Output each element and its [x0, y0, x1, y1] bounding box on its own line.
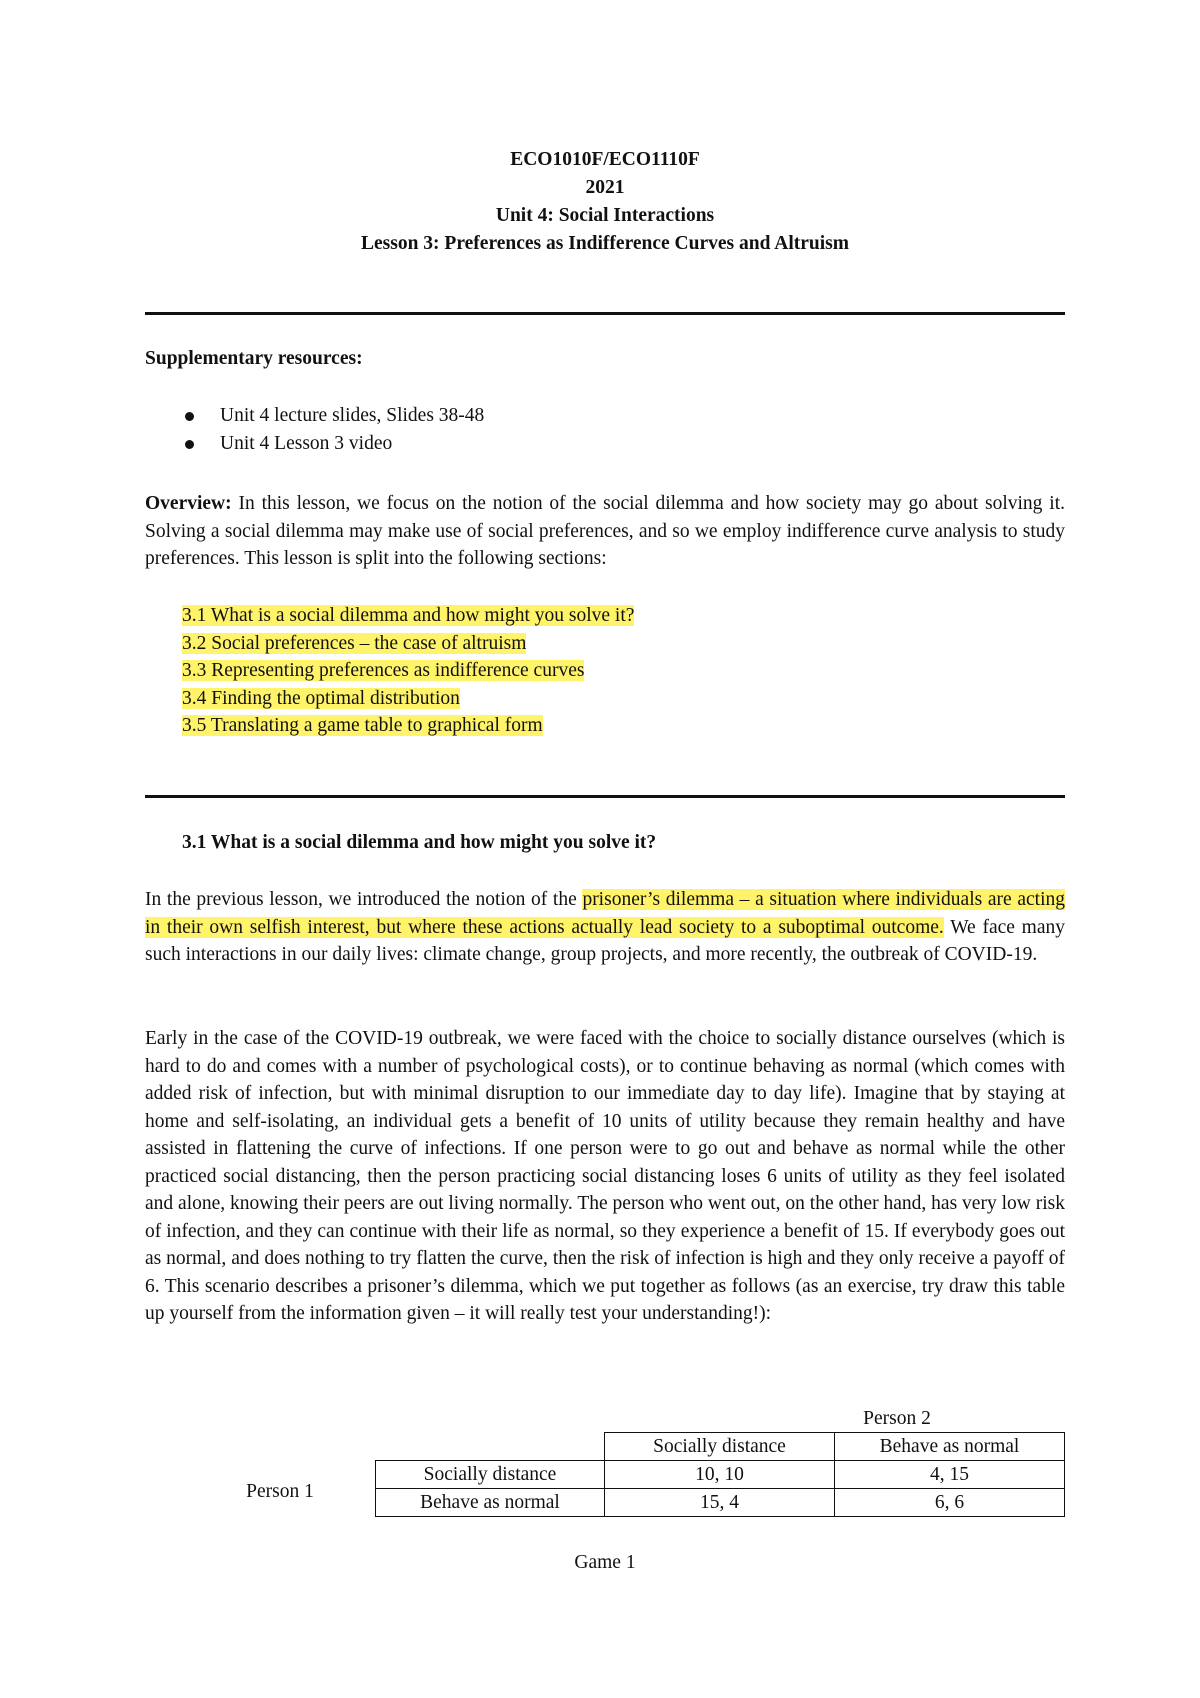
unit-title: Unit 4: Social Interactions [495, 205, 715, 226]
payoff-cell: 10, 10 [605, 1461, 835, 1489]
bullet-icon [185, 412, 194, 421]
column-header: Behave as normal [835, 1433, 1065, 1461]
list-item [145, 630, 1065, 658]
overview-paragraph [145, 490, 1065, 573]
table-row [376, 1489, 1065, 1517]
list-item: Unit 4 lecture slides, Slides 38-48 [145, 402, 1065, 430]
lesson-title: Lesson 3: Preferences as Indifference Curves and Altruism [361, 233, 849, 254]
year: 2021 [585, 177, 625, 198]
column-player-label: Person 2 [863, 1408, 931, 1429]
list-item [145, 685, 1065, 713]
game-payoff-table [375, 1432, 1065, 1517]
section-link-3-1: 3.1 What is a social dilemma and how might you solve it? [182, 605, 635, 626]
bullet-icon [185, 440, 194, 449]
section-link-3-3: 3.3 Representing preferences as indifference curves [182, 660, 585, 681]
highlighted-definition: prisoner’s dilemma – a situation where individuals are acting in their own selfish interest, but where these actions actually lead society to a suboptimal outcome. [145, 889, 1065, 938]
table-row [376, 1433, 1065, 1461]
column-header: Socially distance [605, 1433, 835, 1461]
table-caption: Game 1 [574, 1552, 636, 1573]
document-title-block [0, 146, 1200, 258]
list-item [145, 602, 1065, 630]
table-row [376, 1461, 1065, 1489]
list-item: Unit 4 Lesson 3 video [145, 430, 1065, 458]
row-header: Socially distance [376, 1461, 605, 1489]
overview-label: Overview: [145, 493, 232, 514]
paragraph-1: In the previous lesson, we introduced the notion of the prisoner’s dilemma – a situation where individuals are acting in their own selfish interest, but where these actions actually lead society to a suboptimal outcome. We face many such interactions in our daily lives: climate change, group projects, and more recently, the outbreak of COVID-19. [145, 889, 1065, 965]
sections-list [145, 602, 1065, 740]
section-link-3-4: 3.4 Finding the optimal distribution [182, 687, 460, 709]
paragraph-2: Early in the case of the COVID-19 outbreak, we were faced with the choice to socially distance ourselves (which is hard to do and comes with a number of psychological costs), or to continue behaving as normal (which comes with added risk of infection, but with minimal disruption to our immediate day to day life). Imagine that by staying at home and self-isolating, an individual gets a benefit of 10 units of utility because they remain healthy and have assisted in flattening the curve of infections. If one person were to go out and behave as normal while the other practiced social distancing, then the person practicing social distancing loses 6 units of utility as they feel isolated and alone, knowing their peers are out living normally. The person who went out, on the other hand, has very low risk of infection, and they can continue with their life as normal, so they experience a benefit of 15. If everybody goes out as normal, and does nothing to try flatten the curve, then the risk of infection is high and they only receive a payoff of 6. This scenario describes a prisoner’s dilemma, which we put together as follows (as an exercise, try draw this table up yourself from the information given – it will really test your understanding!): [145, 1028, 1065, 1324]
row-player-label: Person 1 [246, 1481, 314, 1502]
payoff-cell: 6, 6 [835, 1489, 1065, 1517]
supplementary-list [145, 402, 1065, 458]
divider-middle [145, 795, 1065, 798]
section-link-3-5: 3.5 Translating a game table to graphical form [182, 715, 543, 736]
section-heading: 3.1 What is a social dilemma and how might you solve it? [182, 832, 657, 853]
payoff-cell: 15, 4 [605, 1489, 835, 1517]
list-item [145, 657, 1065, 685]
row-header: Behave as normal [376, 1489, 605, 1517]
payoff-cell: 4, 15 [835, 1461, 1065, 1489]
supplementary-heading: Supplementary resources: [145, 348, 363, 369]
course-code: ECO1010F/ECO1110F [510, 149, 700, 170]
overview-text: In this lesson, we focus on the notion of the social dilemma and how society may go about solving it. Solving a social dilemma may make use of social preferences, and so we employ indifference curve analysis to study preferences. This lesson is split into the following sections: [145, 493, 1065, 569]
divider-top [145, 312, 1065, 315]
section-link-3-2: 3.2 Social preferences – the case of altruism [182, 632, 527, 654]
list-item [145, 712, 1065, 740]
